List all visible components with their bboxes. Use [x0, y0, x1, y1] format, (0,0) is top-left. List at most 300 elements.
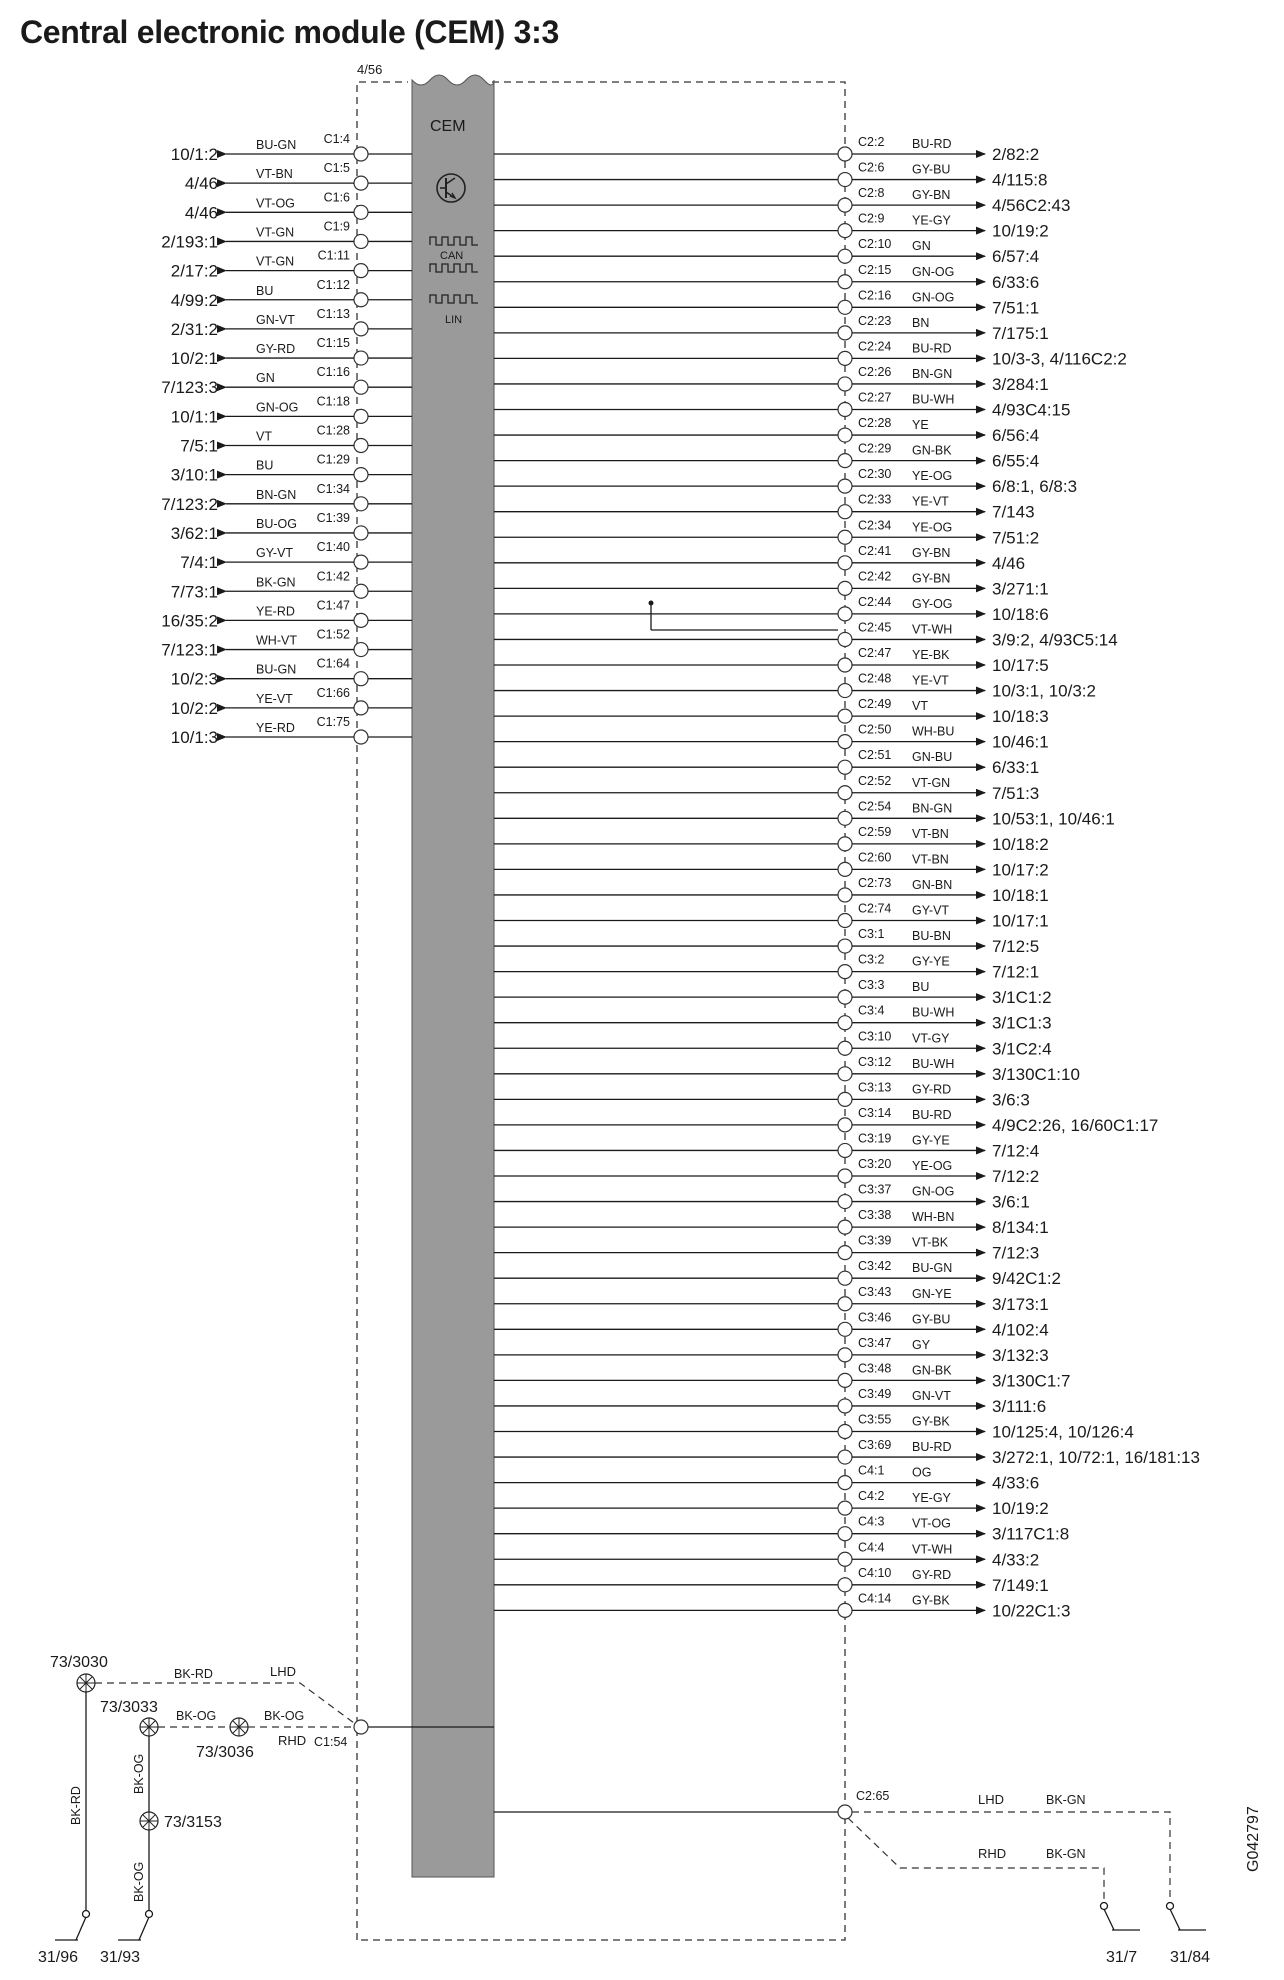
pin-label: C3:4	[858, 1003, 885, 1018]
can-label: CAN	[440, 250, 464, 262]
pin-connector	[354, 264, 368, 278]
pin-connector	[354, 526, 368, 540]
right-connection-row	[494, 416, 1039, 445]
pin-connector	[838, 1501, 852, 1515]
wire-color-label: BK-OG	[132, 1753, 146, 1794]
right-connection-row	[494, 1106, 1158, 1135]
pin-connector	[838, 224, 852, 238]
pin-connector	[838, 1092, 852, 1106]
left-connection-row	[180, 424, 412, 456]
pin-label: C2:41	[858, 543, 892, 558]
wire-color-label: OG	[912, 1465, 932, 1480]
right-connection-row	[494, 1157, 1039, 1186]
destination-label: 9/42C1:2	[992, 1269, 1061, 1289]
wire-color-label: YE	[912, 418, 929, 433]
wire-color-label: BK-GN	[1046, 1847, 1086, 1861]
pin-label: C3:69	[858, 1438, 892, 1453]
destination-label: 10/18:3	[992, 707, 1049, 727]
wire-color-label: GN-BK	[912, 443, 952, 458]
pin-connector	[838, 377, 852, 391]
wire-color-label: YE-GY	[912, 213, 951, 228]
pin-label: C3:43	[858, 1284, 892, 1299]
wire-color-label: GY-BU	[912, 1312, 951, 1327]
wire-color-label: GY-YE	[912, 954, 950, 969]
pin-connector	[838, 658, 852, 672]
pin-connector	[838, 735, 852, 749]
destination-label: 3/271:1	[992, 579, 1049, 599]
right-connection-row	[494, 135, 1039, 164]
wire-color-label: BU-GN	[912, 1261, 953, 1276]
pin-label: C1:42	[316, 569, 350, 584]
right-connection-row	[494, 1029, 1052, 1058]
pin-connector	[838, 147, 852, 161]
cem-module-bar	[412, 75, 494, 1877]
right-connection-row	[494, 1259, 1061, 1288]
pin-label: C4:10	[858, 1565, 892, 1580]
left-connection-row	[171, 715, 412, 747]
wire-color-label: GY-BK	[912, 1414, 950, 1429]
right-connection-row	[494, 799, 1115, 828]
destination-label: 6/57:4	[992, 247, 1040, 267]
pin-connector	[838, 326, 852, 340]
wire-color-label: BN	[912, 315, 930, 330]
variant-label: RHD	[278, 1733, 307, 1748]
left-connection-row	[161, 219, 412, 251]
wire-color-label: YE-BK	[912, 648, 950, 662]
destination-label: 4/46	[992, 553, 1026, 573]
destination-label: 2/193:1	[161, 232, 218, 252]
right-connection-row	[494, 978, 1052, 1007]
pin-connector	[838, 1373, 852, 1387]
pin-label: C1:4	[323, 132, 350, 146]
wire-color-label: BU	[912, 980, 930, 995]
pin-connector	[838, 1399, 852, 1413]
destination-label: 7/175:1	[992, 323, 1049, 343]
right-connection-row	[494, 544, 1025, 573]
pin-connector	[354, 409, 368, 423]
right-connection-row	[494, 1336, 1049, 1365]
destination-label: 3/1C1:3	[992, 1013, 1052, 1033]
left-connection-row	[161, 482, 412, 514]
pin-label: C1:12	[316, 277, 350, 292]
pin-connector	[838, 1195, 852, 1209]
destination-label: 7/51:3	[992, 783, 1040, 803]
right-connection-row	[494, 1208, 1049, 1237]
pin-connector	[838, 760, 852, 774]
destination-label: 3/1C2:4	[992, 1039, 1052, 1059]
pin-label: C4:2	[858, 1489, 885, 1504]
pin-label: C1:15	[316, 336, 350, 351]
wire-color-label: VT-OG	[256, 196, 295, 211]
destination-label: 10/22C1:3	[992, 1601, 1071, 1621]
right-connection-row	[494, 774, 1039, 803]
left-connection-row	[171, 336, 412, 368]
right-connection-row	[494, 748, 1039, 777]
pin-connector	[354, 701, 368, 715]
destination-label: 4/33:6	[992, 1473, 1040, 1493]
pin-connector	[838, 1143, 852, 1157]
right-connection-row	[494, 672, 1096, 701]
right-connection-row	[494, 902, 1049, 931]
wire-color-label: BK-OG	[176, 1709, 217, 1723]
wire-color-label: BN-GN	[912, 801, 953, 816]
module-ref: 4/56	[357, 62, 383, 77]
pin-connector	[838, 1805, 852, 1819]
right-connection-row	[494, 1387, 1046, 1416]
left-connection-row	[171, 307, 412, 339]
destination-label: 3/10:1	[170, 465, 218, 485]
pin-connector	[354, 176, 368, 190]
destination-label: 3/132:3	[992, 1345, 1049, 1365]
pin-connector	[838, 939, 852, 953]
wire-color-label: BU-OG	[256, 516, 297, 531]
wire-color-label: GY	[912, 1337, 931, 1352]
pin-connector	[838, 888, 852, 902]
pin-label: C2:24	[858, 339, 892, 354]
destination-label: 3/6:1	[992, 1192, 1030, 1212]
pin-connector	[838, 1220, 852, 1234]
right-connection-row	[494, 365, 1049, 394]
pin-label: C3:55	[858, 1412, 892, 1427]
wire-color-label: BK-OG	[264, 1709, 305, 1723]
destination-label: 10/53:1, 10/46:1	[992, 809, 1115, 829]
pin-label: C2:54	[858, 799, 892, 814]
pin-connector	[354, 643, 368, 657]
pin-connector	[354, 234, 368, 248]
pin-label: C4:14	[858, 1591, 892, 1606]
left-connection-row	[171, 657, 412, 689]
pin-connector	[838, 454, 852, 468]
right-connection-row	[494, 1438, 1200, 1467]
left-connection-row	[185, 161, 412, 193]
wire-color-label: GN-BK	[912, 1363, 952, 1378]
pin-label: C2:28	[858, 416, 892, 431]
destination-label: 10/1:2	[170, 145, 218, 164]
right-connection-row	[494, 186, 1070, 215]
wire-color-label: BU-BN	[912, 929, 951, 944]
pin-connector	[354, 672, 368, 686]
pin-label: C2:27	[858, 390, 892, 405]
pin-label: C1:47	[316, 598, 350, 613]
wire-color-label: GN-OG	[256, 400, 299, 415]
pin-connector	[354, 147, 368, 161]
wire-color-label: WH-BU	[912, 724, 955, 739]
right-connection-row	[494, 467, 1077, 496]
right-connection-row	[494, 620, 1118, 649]
wire-color-label: GN-VT	[912, 1388, 951, 1403]
pin-label: C3:10	[858, 1029, 892, 1044]
destination-label: 4/56C2:43	[992, 196, 1071, 216]
pin-connector	[838, 1476, 852, 1490]
destination-label: 7/143	[992, 502, 1035, 522]
right-connection-row	[494, 1004, 1052, 1033]
destination-label: 7/149:1	[992, 1575, 1049, 1595]
right-connection-row	[494, 1080, 1030, 1109]
pin-connector	[354, 439, 368, 453]
pin-connector	[838, 1169, 852, 1183]
destination-label: 7/123:2	[161, 494, 218, 514]
ground-pin-label: C1:54	[314, 1735, 348, 1749]
pin-label: C2:59	[858, 824, 892, 839]
pin-label: C3:2	[858, 952, 885, 967]
right-connection-row	[494, 339, 1127, 368]
wire-color-label: GY-OG	[912, 596, 953, 611]
destination-label: 3/111:6	[992, 1396, 1047, 1416]
pin-label: C2:50	[858, 722, 892, 737]
pin-connector	[838, 1246, 852, 1260]
left-connection-row	[171, 132, 412, 164]
destination-label: 7/12:5	[992, 937, 1040, 957]
pin-connector	[838, 530, 852, 544]
destination-label: 7/123:3	[161, 378, 218, 398]
destination-label: 8/134:1	[992, 1218, 1049, 1238]
pin-connector	[838, 786, 852, 800]
pin-connector	[838, 684, 852, 698]
pin-label: C3:20	[858, 1157, 892, 1171]
destination-label: 10/2:2	[170, 698, 218, 718]
destination-label: 7/73:1	[170, 582, 218, 602]
wire-color-label: GN-BN	[912, 877, 953, 892]
pin-label: C3:13	[858, 1080, 892, 1095]
right-connection-row	[494, 953, 1039, 982]
wire-color-label: GY-BN	[912, 571, 951, 586]
destination-label: 3/6:3	[992, 1090, 1030, 1110]
destination-label: 7/123:1	[161, 640, 218, 660]
destination-label: 10/125:4, 10/126:4	[992, 1422, 1134, 1442]
destination-label: 7/12:1	[992, 962, 1040, 982]
right-connection-row	[494, 1591, 1070, 1620]
right-connection-row	[494, 1055, 1080, 1084]
right-connection-row	[494, 1310, 1049, 1339]
destination-label: 6/8:1, 6/8:3	[992, 477, 1078, 497]
pin-label: C1:64	[316, 656, 350, 671]
pin-label: C2:47	[858, 646, 892, 660]
pin-connector	[838, 556, 852, 570]
wire-color-label: BU-RD	[912, 1107, 952, 1122]
pin-label: C2:73	[858, 875, 892, 890]
left-connection-row	[171, 394, 412, 426]
right-connection-row	[494, 161, 1047, 190]
wire-color-label: BU-RD	[912, 341, 952, 356]
right-connection-row	[494, 1464, 1039, 1493]
pin-connector	[838, 479, 852, 493]
right-connection-row	[494, 263, 1039, 292]
ground-label: 31/93	[100, 1949, 141, 1966]
destination-label: 10/3:1, 10/3:2	[992, 681, 1096, 701]
wire-color-label: VT-GN	[912, 775, 951, 790]
destination-label: 10/1:3	[170, 728, 218, 747]
destination-label: 7/4:1	[180, 553, 218, 573]
wire-junction	[649, 601, 839, 631]
destination-label: 3/117C1:8	[992, 1524, 1070, 1544]
destination-label: 10/19:2	[992, 1499, 1049, 1519]
right-connection-row	[494, 1234, 1039, 1263]
pin-label: C3:3	[858, 978, 885, 993]
destination-label: 7/51:1	[992, 298, 1040, 318]
destination-label: 3/9:2, 4/93C5:14	[992, 630, 1118, 650]
wire-color-label: VT	[912, 699, 928, 714]
pin-label: C1:75	[316, 715, 350, 729]
pin-connector	[838, 403, 852, 417]
pin-label: C2:51	[858, 748, 892, 763]
wire-color-label: BU-RD	[912, 137, 952, 151]
destination-label: 10/17:2	[992, 860, 1049, 880]
wire-color-label: BK-RD	[69, 1786, 83, 1825]
pin-connector	[838, 173, 852, 187]
right-connection-row	[494, 723, 1049, 752]
pin-label: C2:34	[858, 518, 892, 533]
pin-connector	[838, 1603, 852, 1617]
wire-color-label: YE-VT	[912, 673, 949, 688]
left-connection-row	[161, 365, 412, 397]
pin-label: C3:46	[858, 1310, 892, 1325]
pin-label: C1:40	[316, 540, 350, 555]
pin-label: C1:9	[323, 219, 350, 234]
right-connection-row	[494, 569, 1049, 598]
wire-color-label: BU-GN	[256, 138, 297, 152]
destination-label: 10/2:1	[170, 349, 218, 369]
pin-label: C2:6	[858, 160, 885, 175]
right-connection-row	[494, 927, 1039, 956]
lin-label: LIN	[445, 314, 463, 326]
wire-color-label: BN-GN	[256, 487, 297, 502]
pin-label: C3:37	[858, 1182, 892, 1197]
right-connection-row	[494, 518, 1039, 547]
right-connection-row	[494, 697, 1049, 726]
pin-label: C3:39	[858, 1233, 892, 1248]
destination-label: 4/115:8	[992, 170, 1048, 190]
pin-connector	[354, 468, 368, 482]
pin-connector	[838, 862, 852, 876]
destination-label: 7/12:4	[992, 1141, 1040, 1161]
wire-color-label: VT-BN	[912, 852, 949, 867]
wire-color-label: VT-BN	[256, 167, 293, 182]
left-connection-row	[171, 249, 412, 281]
wire-color-label: GN-BU	[912, 750, 953, 765]
pin-connector	[838, 1450, 852, 1464]
pin-connector	[838, 1348, 852, 1362]
destination-label: 3/130C1:7	[992, 1371, 1071, 1391]
pin-label: C1:29	[316, 452, 350, 467]
wire-color-label: YE-OG	[912, 520, 953, 535]
right-connection-row	[494, 646, 1049, 675]
pin-connector	[838, 249, 852, 263]
destination-label: 3/284:1	[992, 374, 1049, 394]
right-connection-row	[494, 442, 1039, 471]
wire-color-label: VT-OG	[912, 1516, 951, 1531]
pin-label: C2:26	[858, 364, 892, 379]
pin-connector	[838, 1118, 852, 1132]
pin-label: C3:47	[858, 1335, 892, 1350]
splice-icon	[140, 1718, 158, 1736]
pin-connector	[838, 1067, 852, 1081]
ground-pin-label: C2:65	[856, 1789, 890, 1803]
pin-connector	[838, 811, 852, 825]
left-connection-row	[185, 190, 412, 222]
right-connection-row	[494, 850, 1049, 879]
pin-connector	[838, 1552, 852, 1566]
destination-label: 10/2:3	[170, 669, 218, 689]
wire-color-label: GY-BN	[912, 188, 951, 203]
splice-icon	[140, 1812, 158, 1830]
splice-label: 73/3033	[100, 1699, 158, 1716]
right-connection-row	[494, 825, 1049, 854]
right-connection-row	[494, 1515, 1069, 1544]
destination-label: 6/55:4	[992, 451, 1040, 471]
ground-label: 31/96	[38, 1949, 79, 1966]
pin-label: C1:34	[316, 481, 350, 496]
splice-label: 73/3036	[196, 1744, 254, 1761]
wire-color-label: GN-OG	[912, 1184, 955, 1199]
wire-color-label: GY-RD	[912, 1567, 952, 1582]
pin-connector	[838, 709, 852, 723]
wire-color-label: GN-OG	[912, 264, 955, 279]
pin-label: C2:45	[858, 620, 892, 635]
wire-color-label: WH-BN	[912, 1210, 955, 1225]
pin-label: C2:30	[858, 467, 892, 482]
pin-label: C4:3	[858, 1514, 885, 1529]
wire-color-label: BU-GN	[256, 662, 297, 677]
destination-label: 7/5:1	[180, 436, 218, 456]
pin-label: C2:33	[858, 492, 892, 507]
destination-label: 10/17:5	[992, 656, 1049, 675]
pin-label: C3:19	[858, 1131, 892, 1146]
pin-label: C1:52	[316, 627, 350, 642]
wire-color-label: GN-VT	[256, 312, 295, 327]
pin-connector	[354, 293, 368, 307]
destination-label: 3/1C1:2	[992, 988, 1052, 1008]
pin-connector	[354, 497, 368, 511]
pin-label: C2:2	[858, 135, 885, 149]
wire-color-label: GN	[912, 239, 931, 254]
destination-label: 4/93C4:15	[992, 400, 1071, 420]
wire-color-label: GY-RD	[912, 1082, 952, 1097]
pin-label: C2:8	[858, 186, 885, 201]
pin-connector	[838, 505, 852, 519]
pin-connector	[838, 1578, 852, 1592]
destination-label: 6/33:1	[992, 758, 1040, 778]
wire-color-label: BU-RD	[912, 1440, 952, 1455]
destination-label: 2/82:2	[992, 145, 1040, 164]
pin-label: C3:42	[858, 1259, 892, 1274]
destination-label: 4/46	[184, 174, 218, 194]
destination-label: 4/99:2	[170, 290, 218, 310]
destination-label: 10/46:1	[992, 732, 1049, 752]
left-connection-row	[161, 628, 412, 660]
pin-label: C1:18	[316, 394, 350, 409]
right-connection-row	[494, 1540, 1039, 1569]
wire-color-label: GN-YE	[912, 1286, 952, 1301]
pin-label: C1:11	[317, 248, 350, 263]
left-connection-row	[171, 278, 412, 310]
pin-label: C3:1	[858, 927, 885, 942]
variant-label: LHD	[270, 1664, 297, 1679]
wire-color-label: GY-VT	[912, 903, 950, 918]
destination-label: 6/56:4	[992, 426, 1040, 446]
pin-label: C4:1	[858, 1463, 885, 1478]
wire-color-label: WH-VT	[256, 633, 297, 648]
left-connection-row	[171, 511, 412, 543]
pin-label: C2:42	[858, 569, 892, 584]
pin-connector	[838, 351, 852, 365]
pin-label: C1:13	[316, 306, 350, 321]
destination-label: 10/19:2	[992, 221, 1049, 241]
pin-label: C3:49	[858, 1386, 892, 1401]
right-connection-row	[494, 212, 1049, 241]
pin-label: C2:10	[858, 237, 892, 252]
pin-label: C4:4	[858, 1540, 885, 1555]
right-connection-row	[494, 1183, 1030, 1212]
